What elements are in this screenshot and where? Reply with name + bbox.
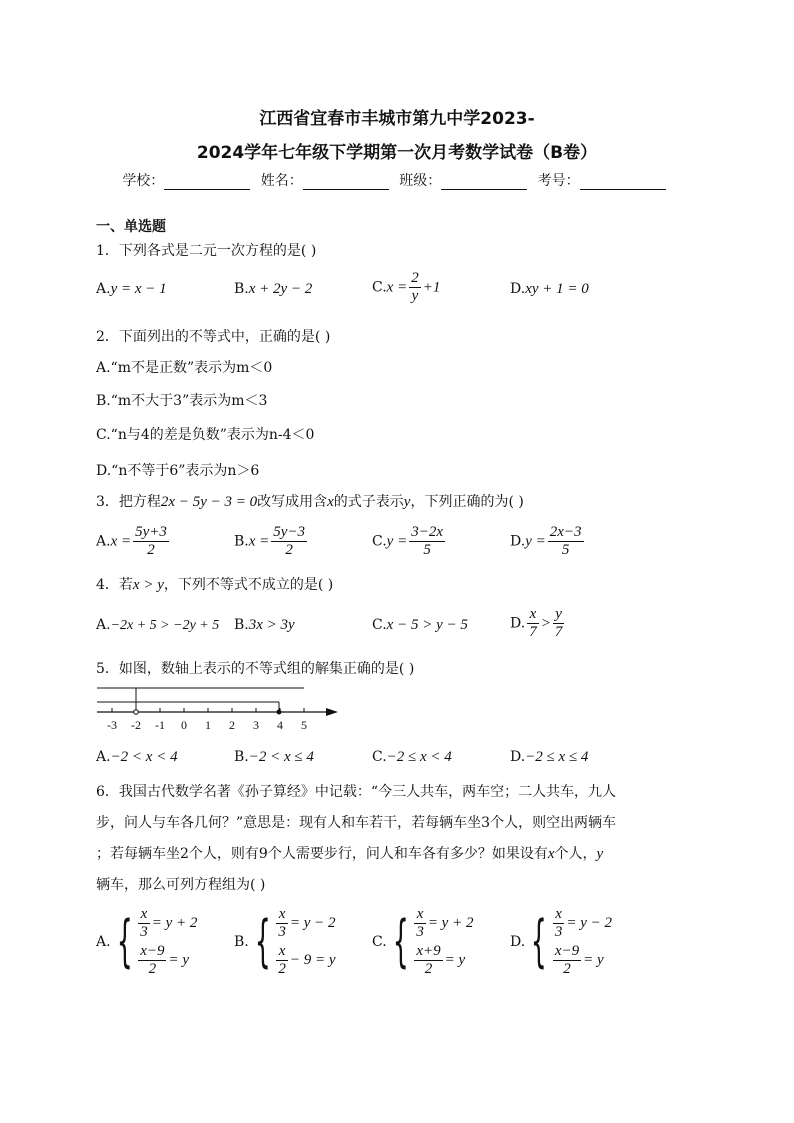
q4-option-b[interactable]: B.3x > 3y xyxy=(234,617,295,633)
tick-label: 2 xyxy=(229,718,235,732)
q5-option-a[interactable]: A.−2 < x < 4 xyxy=(96,749,178,765)
tick-label: 1 xyxy=(205,718,211,732)
q4-stem: 4．若x > y，下列不等式不成立的是( ) xyxy=(96,577,334,593)
exam-number-label: 考号： xyxy=(537,173,580,189)
q6-option-b[interactable]: B. { $\frac{x}{3}$ = y − 2 $\frac{x}{2}$ − 9 = y xyxy=(234,906,336,977)
name-blank[interactable] xyxy=(303,175,389,190)
q6-option-d[interactable]: D. { $\frac{x}{3}$ = y − 2 $\frac{x-9}{2}$ = y xyxy=(510,906,612,977)
q6-option-c[interactable]: C. { $\frac{x}{3}$ = y + 2 $\frac{x+9}{2}$ = y xyxy=(372,906,474,977)
q4-option-d[interactable]: D. $\frac{x}{7}$ > $\frac{y}{7}$ xyxy=(510,606,563,640)
q2-option-d[interactable]: D.“n不等于6”表示为n＞6 xyxy=(96,463,260,479)
q2-option-b[interactable]: B.“m不大于3”表示为m＜3 xyxy=(96,393,268,409)
exam-title-line1: 江西省宜春市丰城市第九中学2023- xyxy=(259,109,535,129)
q2-option-a[interactable]: A.“m不是正数”表示为m＜0 xyxy=(96,360,273,376)
exam-title-line2: 2024学年七年级下学期第一次月考数学试卷（B卷） xyxy=(196,143,598,163)
exam-number-blank[interactable] xyxy=(580,175,666,190)
tick-label: 0 xyxy=(181,718,187,732)
tick-label: -1 xyxy=(155,718,165,732)
axis-tick-labels xyxy=(107,718,307,732)
q2-stem: 2．下面列出的不等式中，正确的是( ) xyxy=(96,329,331,345)
tick-label: 3 xyxy=(253,718,259,732)
q2-option-c[interactable]: C.“n与4的差是负数”表示为n-4＜0 xyxy=(96,427,315,443)
q3-option-d[interactable]: D.y = $\frac{2x-3}{5}$ xyxy=(510,524,582,558)
tick-label: 4 xyxy=(277,718,283,732)
q6-option-a[interactable]: A. { $\frac{x}{3}$ = y + 2 $\frac{x-9}{2}$ = y xyxy=(96,906,198,977)
q3-option-c[interactable]: C.y = $\frac{3-2x}{5}$ xyxy=(372,524,443,558)
axis-arrow-icon xyxy=(326,708,338,716)
school-blank[interactable] xyxy=(164,175,250,190)
number-line-figure xyxy=(94,682,344,734)
tick-label: -2 xyxy=(131,718,141,732)
open-endpoint-left xyxy=(134,710,139,715)
closed-endpoint-right xyxy=(277,710,282,715)
q3-stem: 3．把方程2x − 5y − 3 = 0改写成用含x的式子表示y，下列正确的为( ) xyxy=(96,494,524,510)
q4-option-c[interactable]: C.x − 5 > y − 5 xyxy=(372,617,468,633)
q3-option-b[interactable]: B.x = $\frac{5y-3}{2}$ xyxy=(234,524,306,558)
tick-label: 5 xyxy=(301,718,307,732)
school-label: 学校： xyxy=(122,173,165,189)
q4-option-a[interactable]: A.−2x + 5 > −2y + 5 xyxy=(96,617,220,633)
q1-option-a[interactable]: A.y = x − 1 xyxy=(96,281,167,297)
q1-option-b[interactable]: B.x + 2y − 2 xyxy=(234,281,313,297)
q3-option-a[interactable]: A.x = $\frac{5y+3}{2}$ xyxy=(96,524,167,558)
q1-option-c[interactable]: C.x = $\frac{2}{y}$ +1 xyxy=(372,270,441,304)
q6-stem: 6．我国古代数学名著《孙子算经》中记载：“今三人共车，两车空；二人共车，九人 步，问人与车各几何？”意思是：现有人和车若干，若每辆车坐3个人，则空出两辆车 ；若每辆车坐2个人，则有9个人需要步行，问人和车各有多少？如果设有x个人，y 辆车，那么可列方程组为( ) xyxy=(96,784,617,893)
q5-option-c[interactable]: C.−2 ≤ x < 4 xyxy=(372,749,452,765)
q5-option-d[interactable]: D.−2 ≤ x ≤ 4 xyxy=(510,749,589,765)
section-heading: 一、单选题 xyxy=(96,219,166,235)
class-label: 班级： xyxy=(399,173,442,189)
student-info-row xyxy=(0,170,794,190)
q5-stem: 5．如图，数轴上表示的不等式组的解集正确的是( ) xyxy=(96,661,415,677)
name-label: 姓名： xyxy=(260,173,303,189)
class-blank[interactable] xyxy=(441,175,527,190)
q1-stem: 1．下列各式是二元一次方程的是( ) xyxy=(96,243,317,259)
q5-option-b[interactable]: B.−2 < x ≤ 4 xyxy=(234,749,314,765)
q1-option-d[interactable]: D.xy + 1 = 0 xyxy=(510,281,589,297)
tick-label: -3 xyxy=(107,718,117,732)
